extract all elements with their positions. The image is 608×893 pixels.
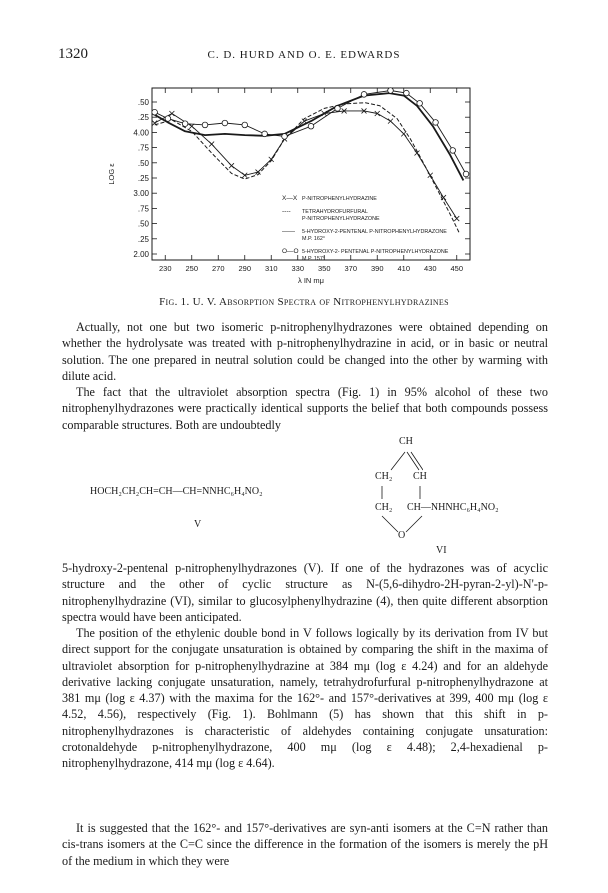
- y-tick-label: .25: [137, 174, 149, 183]
- x-tick-label: 310: [264, 264, 278, 273]
- x-tick-label: 350: [317, 264, 331, 273]
- series-point-o: [152, 109, 158, 115]
- running-head: C. D. HURD AND O. E. EDWARDS: [207, 49, 401, 61]
- series-point-o: [165, 116, 171, 122]
- legend-symbol: ——: [282, 228, 295, 235]
- x-tick-label: 270: [211, 264, 225, 273]
- series-point-o: [222, 120, 228, 126]
- paragraph-4: The position of the ethylenic double bond in V follows logically by its derivation from IV but direct support for the conjugate unsaturation is obtained by comparing the shift in the maxima of ultraviolet absorption for p-nitrophenylhydrazine at 384 mμ (log ε 4.24) and for an aldehyde derivative lacking conjugate unsaturation, namely, tetrahydrofurfural p-nitrophenylhydrazone at 381 mμ (log ε 4.37) with the maxima for the 162°- and 157°-derivatives at 399, 400 mμ (log ε 4.52, 4.56), respectively (Fig. 1). Bohlmann (5) has shown that this shift in p-nitrophenylhydrazones is characteristic of aldehydes containing conjugate unsaturation: crotonaldehyde p-nitrophenylhydrazone, 400 mμ (log ε 4.48); 2,4-hexadienal p-nitrophenylhydrazone, 414 mμ (log ε 4.64).: [62, 626, 548, 771]
- x-tick-label: 390: [370, 264, 384, 273]
- series-point-x: [229, 163, 234, 168]
- legend-symbol: X—X: [282, 195, 298, 202]
- legend-entry: P-NITROPHENYLHYDRAZONE: [302, 216, 380, 222]
- y-tick-label: .50: [137, 98, 149, 107]
- x-tick-label: 250: [185, 264, 199, 273]
- legend-entry: TETRAHYDROFURFURAL: [302, 209, 368, 215]
- paragraph-5: It is suggested that the 162°- and 157°-derivatives are syn-anti isomers at the C=N rather than cis-trans isomers at the C=C since the difference in the formation of the isomers is merely the pH of the medium in which they were: [62, 821, 548, 868]
- series-point-o: [433, 120, 439, 126]
- paragraph-2: The fact that the ultraviolet absorption spectra (Fig. 1) in 95% alcohol of these two nitrophenylhydrazones were practically identical supports the belief that both compounds possess comparable structures. Both are undoubtedly: [62, 385, 548, 432]
- uv-spectra-chart: [60, 80, 480, 286]
- figure-caption: Fig. 1. U. V. Absorption Spectra of Nitrophenylhydrazines: [159, 296, 449, 308]
- series-point-o: [182, 121, 188, 127]
- series-point-o: [417, 100, 423, 106]
- series-point-o: [335, 106, 341, 112]
- series-point-o: [308, 123, 314, 129]
- page-number: 1320: [58, 46, 88, 62]
- legend: [282, 195, 449, 262]
- y-tick-label: 3.00: [133, 189, 149, 199]
- legend-entry: 5-HYDROXY-2-PENTENAL P-NITROPHENYLHYDRAZONE: [302, 229, 447, 235]
- series-point-o: [242, 122, 248, 128]
- series-point-x: [401, 131, 406, 136]
- x-tick-label: 370: [344, 264, 358, 273]
- vi-bonds-vertical: [375, 484, 435, 502]
- label-v: V: [194, 519, 202, 530]
- x-tick-label: 450: [450, 264, 464, 273]
- y-tick-label: .75: [137, 204, 149, 214]
- series-point-o: [404, 90, 410, 96]
- series-point-o: [262, 131, 268, 137]
- vi-ch2-lower: CH₂: [375, 502, 393, 513]
- label-vi: VI: [436, 545, 447, 556]
- legend-entry: M.P. 157°: [302, 256, 326, 262]
- y-tick-label: 2.00: [133, 250, 149, 259]
- vi-bonds-top: [383, 450, 423, 472]
- series-point-o: [463, 171, 469, 177]
- y-tick-label: .75: [137, 143, 149, 153]
- series-point-x: [209, 142, 214, 147]
- paragraph-1: Actually, not one but two isomeric p-nitrophenylhydrazones were obtained depending on whether the hydrolysate was treated with p-nitrophenylhydrazine in acid, or in basic or neutral solution. The one prepared in neutral solution could be changed into the other by warming with dilute acid.: [62, 320, 548, 383]
- x-axis-label: λ IN mμ: [298, 276, 324, 285]
- series-line-1: [155, 111, 457, 219]
- series-point-x: [388, 119, 393, 124]
- series-point-o: [282, 134, 288, 140]
- y-tick-label: 4.00: [133, 128, 149, 138]
- series-line-3: [155, 93, 464, 180]
- y-tick-label: .25: [137, 234, 149, 244]
- series-point-x: [454, 216, 459, 221]
- vi-ch2-upper: CH₂: [375, 471, 393, 482]
- y-axis-label: LOG ε: [107, 163, 116, 185]
- y-tick-label: .50: [137, 158, 149, 168]
- x-tick-label: 410: [397, 264, 411, 273]
- legend-symbol: O—O: [282, 248, 299, 255]
- vi-ch-top: CH: [399, 436, 413, 447]
- series-point-o: [361, 92, 367, 98]
- legend-entry: 5-HYDROXY-2- PENTENAL P-NITROPHENYLHYDRAZONE: [302, 249, 449, 255]
- series-point-o: [388, 88, 394, 94]
- vi-oxygen: O: [398, 530, 406, 541]
- x-tick-label: 330: [291, 264, 305, 273]
- x-tick-label: 230: [158, 264, 172, 273]
- series-point-o: [202, 122, 208, 128]
- series-point-x: [169, 111, 174, 116]
- y-tick-label: .25: [137, 113, 149, 123]
- series-point-o: [450, 148, 456, 154]
- legend-entry: P-NITROPHENYLHYDRAZINE: [302, 196, 377, 202]
- vi-ch-substituent: CH—NHNHC₆H₄NO₂: [407, 502, 499, 513]
- legend-entry: M.P. 162°: [302, 236, 326, 242]
- y-tick-label: .50: [137, 219, 149, 229]
- x-tick-label: 430: [423, 264, 437, 273]
- paragraph-3: 5-hydroxy-2-pentenal p-nitrophenylhydrazones (V). If one of the hydrazones was of acyclic structure and the other of cyclic structure as N-(5,6-dihydro-2H-pyran-2-yl)-N'-p-nitrophenylhydrazine (VI), similar to glucosylphenylhydrazine (4), then quite different absorption spectra would have been anticipated.: [62, 561, 548, 624]
- formula-v: HOCH₂CH₂CH=CH—CH=NNHC₆H₄NO₂: [90, 486, 263, 497]
- vi-ch-right: CH: [413, 471, 427, 482]
- x-tick-label: 290: [238, 264, 252, 273]
- legend-symbol: ----: [282, 208, 291, 215]
- axis-labels: [107, 98, 463, 285]
